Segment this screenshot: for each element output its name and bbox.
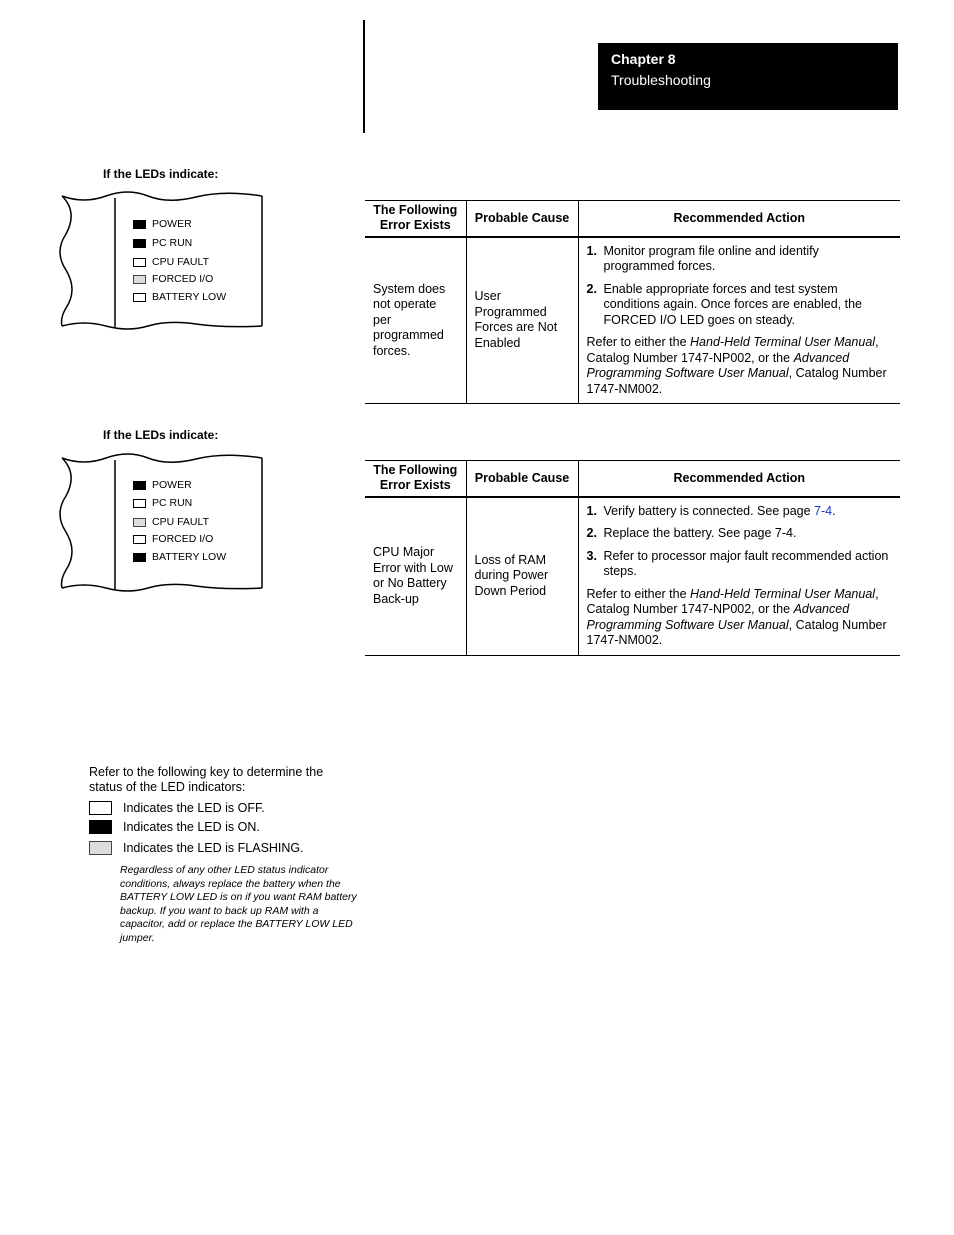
step-item — [587, 504, 893, 520]
step-text: Monitor program file online and identify programmed forces. — [603, 243, 819, 273]
led-indicator — [133, 293, 146, 302]
step-text: Verify battery is connected. See page — [603, 503, 815, 518]
chapter-title: Troubleshooting — [611, 72, 711, 88]
led-label: POWER — [152, 218, 192, 230]
error-cell: CPU Major Error with Low or No Battery Back-up — [365, 497, 466, 656]
step-item — [587, 244, 893, 275]
led-battery-low — [133, 290, 226, 304]
step-number: 1. — [586, 243, 597, 258]
step-number: 1. — [586, 503, 597, 518]
led-indicator — [133, 553, 146, 562]
ref-text: , Catalog Number 1747-NM002. — [586, 366, 887, 396]
action-steps — [587, 504, 893, 580]
step-text: Refer to processor major fault recommended action steps. — [603, 548, 889, 578]
ref-text: , Catalog Number 1747-NP002, or the — [586, 335, 879, 365]
chapter-number: Chapter 8 — [611, 51, 676, 67]
table-header-row — [365, 461, 900, 497]
step-item — [587, 526, 893, 542]
action-cell — [578, 497, 900, 656]
led-label: BATTERY LOW — [152, 551, 227, 563]
led-power — [133, 217, 192, 231]
step-item — [587, 282, 893, 329]
cause-cell: Loss of RAM during Power Down Period — [466, 497, 578, 656]
step-number: 3. — [586, 548, 597, 563]
manual-title: Advanced Programming Software User Manual — [586, 602, 850, 632]
led-label: PC RUN — [152, 237, 193, 249]
led-label: POWER — [152, 479, 192, 491]
led-indicator — [133, 258, 146, 267]
header-error: The Following Error Exists — [365, 461, 466, 497]
ref-text: Refer to either the — [586, 335, 691, 349]
led-label: CPU FAULT — [152, 256, 209, 268]
led-indicator — [133, 535, 146, 544]
step-item — [587, 549, 893, 580]
troubleshooting-table — [365, 460, 900, 656]
table-row — [365, 497, 900, 656]
led-label: FORCED I/O — [152, 273, 214, 285]
troubleshooting-table — [365, 200, 900, 404]
header-error: The Following Error Exists — [365, 201, 466, 237]
manual-title: Advanced Programming Software User Manual — [586, 350, 850, 380]
led-indicator — [133, 499, 146, 508]
led-pc-run — [133, 496, 192, 510]
cause-cell: User Programmed Forces are Not Enabled — [466, 237, 578, 404]
page-link[interactable]: 7-4 — [814, 503, 833, 518]
key-intro: Refer to the following key to determine the status of the LED indicators: — [89, 765, 324, 794]
key-label: Indicates the LED is ON. — [123, 820, 260, 834]
key-item-flashing — [89, 841, 304, 855]
step-text: Enable appropriate forces and test system conditions again. Once forces are enabled, the FORCED I/O LED goes on steady. — [603, 281, 863, 327]
led-indicator — [133, 239, 146, 248]
led-flashing-swatch — [89, 841, 112, 855]
action-steps — [587, 244, 893, 329]
chapter-header — [598, 43, 898, 110]
header-cause: Probable Cause — [466, 461, 578, 497]
led-cpu-fault — [133, 255, 209, 269]
step-number: 2. — [586, 281, 597, 296]
step-text: . — [832, 503, 836, 518]
ref-text: , Catalog Number 1747-NP002, or the — [586, 586, 879, 616]
manual-reference — [587, 587, 893, 649]
led-cpu-fault — [133, 515, 209, 529]
error-cell: System does not operate per programmed forces. — [365, 237, 466, 404]
header-cause: Probable Cause — [466, 201, 578, 237]
led-forced-io — [133, 532, 213, 546]
led-label: BATTERY LOW — [152, 291, 227, 303]
battery-note: Regardless of any other LED status indicator conditions, always replace the battery when the BATTERY LOW LED is on if you want RAM battery backup. If you want to back up RAM with a capacitor, add or replace the BATTERY LOW LED jumper. — [120, 864, 357, 944]
ref-text: Refer to either the — [586, 586, 691, 601]
key-item-on — [89, 820, 260, 834]
key-label: Indicates the LED is FLASHING. — [123, 841, 304, 855]
header-action: Recommended Action — [673, 210, 805, 225]
header-action: Recommended Action — [673, 470, 805, 485]
manual-title: Hand-Held Terminal User Manual — [690, 335, 876, 349]
led-battery-low — [133, 550, 226, 564]
led-power — [133, 478, 192, 492]
action-cell — [578, 237, 900, 404]
led-label: FORCED I/O — [152, 533, 214, 545]
if-leds-label: If the LEDs indicate: — [103, 167, 219, 181]
led-pc-run — [133, 236, 192, 250]
led-indicator — [133, 518, 146, 527]
led-indicator — [133, 481, 146, 490]
table-row — [365, 237, 900, 404]
led-indicator — [133, 220, 146, 229]
key-label: Indicates the LED is OFF. — [123, 801, 265, 815]
table-header-row — [365, 201, 900, 237]
ref-text: , Catalog Number 1747-NM002. — [586, 617, 887, 647]
step-number: 2. — [586, 526, 597, 540]
led-label: PC RUN — [152, 497, 193, 509]
led-indicator — [133, 275, 146, 284]
manual-title: Hand-Held Terminal User Manual — [690, 586, 876, 601]
led-forced-io — [133, 272, 213, 286]
manual-reference — [587, 335, 893, 397]
key-item-off — [89, 801, 265, 815]
led-off-swatch — [89, 801, 112, 815]
led-on-swatch — [89, 820, 112, 834]
step-text: Replace the battery. See page 7-4. — [603, 526, 797, 540]
if-leds-label: If the LEDs indicate: — [103, 428, 219, 442]
led-label: CPU FAULT — [152, 516, 209, 528]
margin-rule — [363, 20, 365, 133]
